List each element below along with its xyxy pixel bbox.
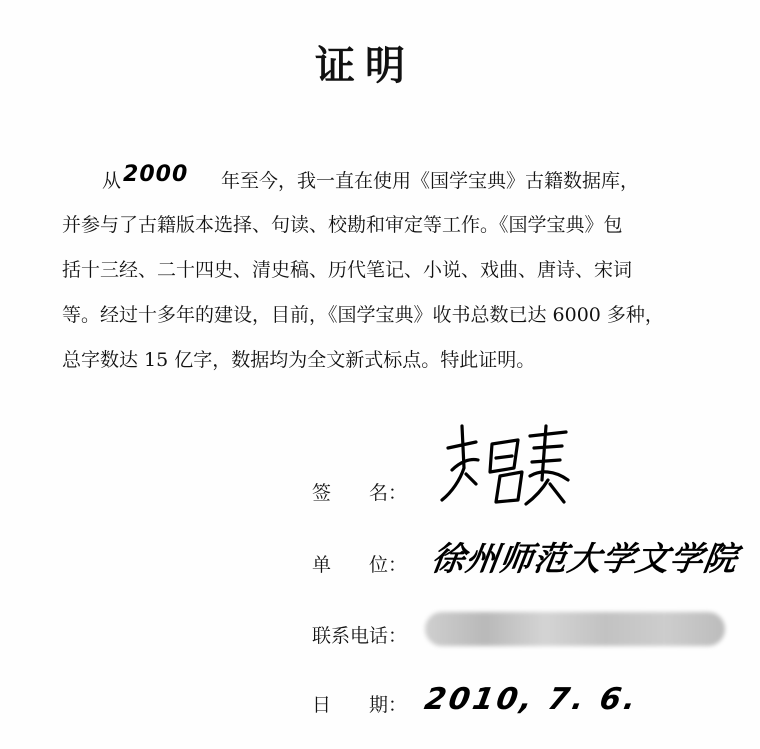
phone-label: 联系电话： (312, 625, 408, 647)
body-line-5: 总字数达 15 亿字，数据均为全文新式标点。特此证明。 (62, 349, 536, 371)
handwritten-signature (430, 418, 580, 508)
unit-label: 单 位： (312, 554, 408, 576)
handwritten-year: 2000 (123, 162, 189, 187)
phone-redacted (425, 612, 725, 646)
date-label: 日 期： (312, 694, 408, 716)
body-line-4: 等。经过十多年的建设，目前，《国学宝典》收书总数已达 6000 多种， (62, 304, 664, 326)
handwritten-date: 2010, 7. 6. (421, 682, 642, 717)
body-line-1 (62, 158, 672, 203)
body-line-2: 并参与了古籍版本选择、句读、校勘和审定等工作。《国学宝典》包 (62, 214, 623, 236)
certificate-body (62, 158, 672, 383)
page-title: 证明 (315, 43, 415, 89)
body-line-1-prefix: 从 (102, 170, 122, 192)
signature-label: 签 名： (312, 482, 408, 504)
body-line-1-text: 年至今，我一直在使用《国学宝典》古籍数据库， (221, 170, 640, 192)
handwritten-unit: 徐州师范大学文学院 (428, 539, 741, 578)
body-line-3: 括十三经、二十四史、清史稿、历代笔记、小说、戏曲、唐诗、宋词 (62, 259, 633, 281)
